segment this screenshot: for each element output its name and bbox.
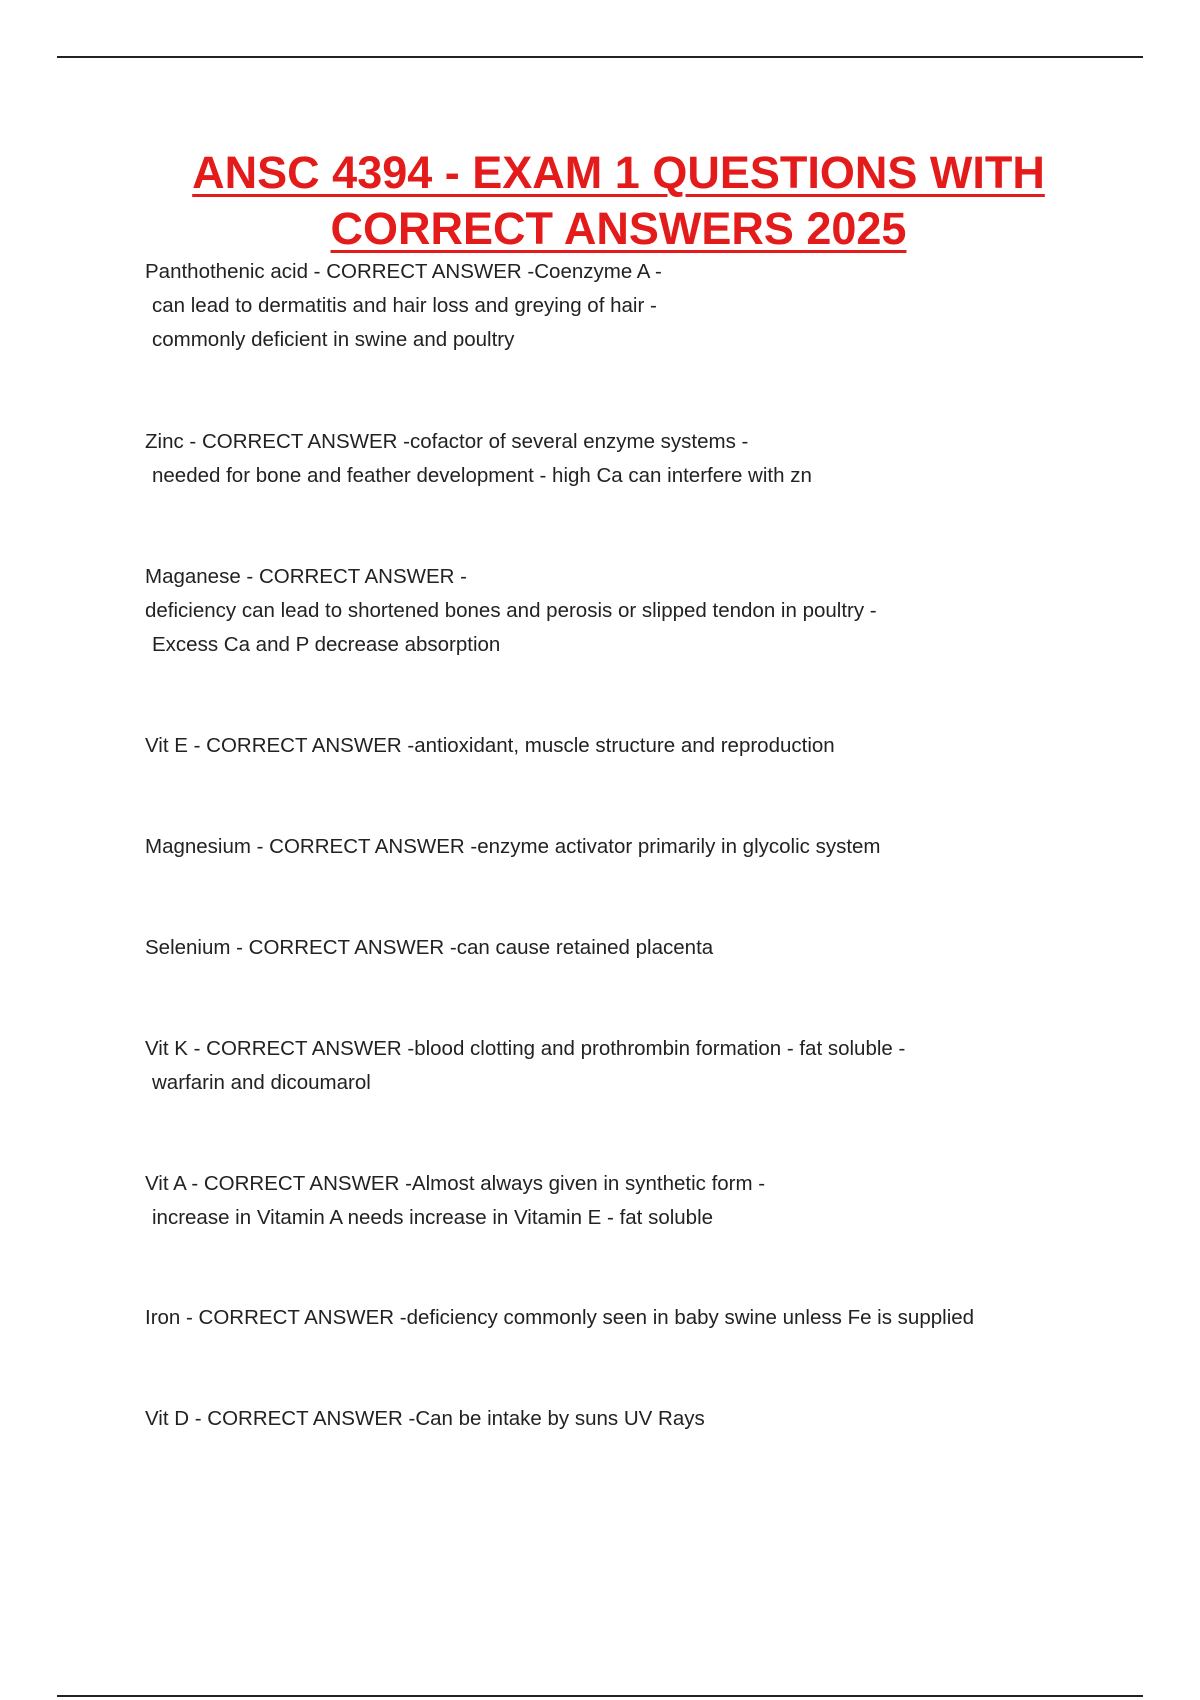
qa-entry-magnesium — [145, 830, 1145, 864]
qa-line: Zinc - CORRECT ANSWER -cofactor of several enzyme systems - — [145, 430, 749, 453]
qa-entry-vit-d — [145, 1402, 1145, 1436]
qa-line: needed for bone and feather development - high Ca can interfere with zn — [152, 464, 812, 487]
qa-line: Vit E - CORRECT ANSWER -antioxidant, muscle structure and reproduction — [145, 734, 835, 757]
qa-line: commonly deficient in swine and poultry — [152, 328, 515, 351]
qa-line: Vit D - CORRECT ANSWER -Can be intake by suns UV Rays — [145, 1407, 705, 1430]
qa-entry-vit-k — [145, 1032, 1145, 1100]
qa-entry-selenium — [145, 931, 1145, 965]
top-rule — [57, 56, 1143, 58]
qa-line: Maganese - CORRECT ANSWER - — [145, 565, 468, 588]
qa-line: increase in Vitamin A needs increase in Vitamin E - fat soluble — [152, 1206, 714, 1229]
qa-line: Selenium - CORRECT ANSWER -can cause retained placenta — [145, 936, 714, 959]
qa-entry-vit-a — [145, 1167, 1145, 1235]
qa-line: deficiency can lead to shortened bones and perosis or slipped tendon in poultry - — [145, 599, 877, 622]
qa-line: Excess Ca and P decrease absorption — [152, 633, 501, 656]
qa-line: can lead to dermatitis and hair loss and greying of hair - — [152, 294, 657, 317]
qa-entry-zinc — [145, 425, 1145, 493]
document-title — [0, 145, 1200, 257]
qa-entry-manganese — [145, 560, 1145, 662]
qa-line: Vit K - CORRECT ANSWER -blood clotting and prothrombin formation - fat soluble - — [145, 1037, 906, 1060]
bottom-rule — [57, 1695, 1143, 1697]
qa-line: warfarin and dicoumarol — [152, 1071, 371, 1094]
qa-line: Vit A - CORRECT ANSWER -Almost always given in synthetic form - — [145, 1172, 766, 1195]
qa-entry-vit-e — [145, 729, 1145, 763]
document-title-line-1: ANSC 4394 - EXAM 1 QUESTIONS WITH — [192, 147, 1045, 198]
qa-entry-pantothenic-acid — [145, 255, 1145, 357]
qa-entry-iron — [145, 1301, 1145, 1335]
document-title-line-2: CORRECT ANSWERS 2025 — [330, 203, 907, 254]
qa-line: Magnesium - CORRECT ANSWER -enzyme activator primarily in glycolic system — [145, 835, 881, 858]
qa-line: Panthothenic acid - CORRECT ANSWER -Coenzyme A - — [145, 260, 662, 283]
qa-line: Iron - CORRECT ANSWER -deficiency commonly seen in baby swine unless Fe is supplied — [145, 1306, 975, 1329]
